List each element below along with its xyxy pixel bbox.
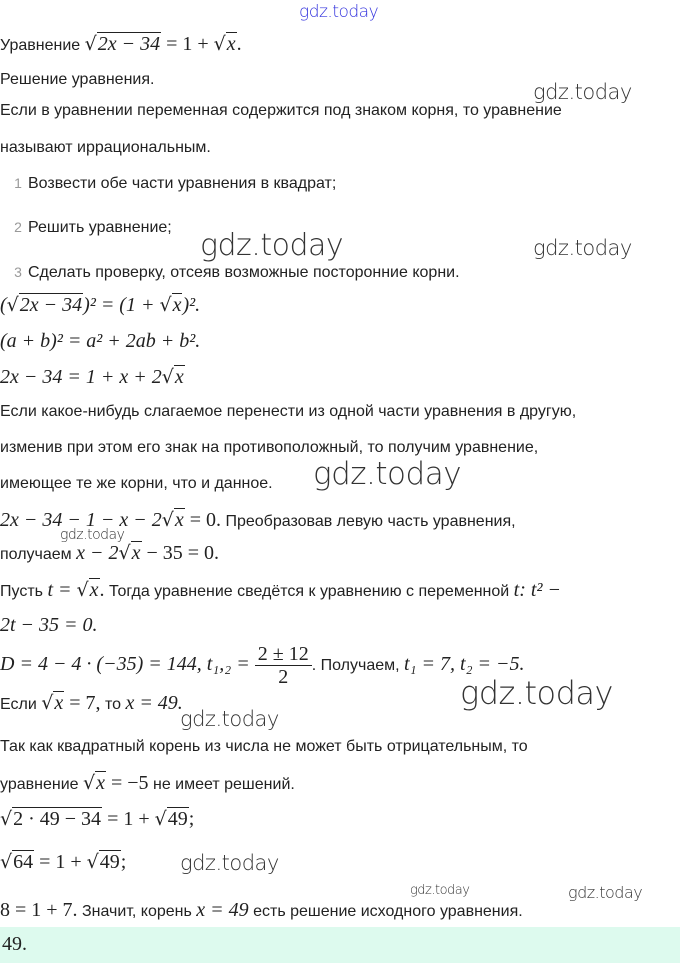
radicand: 49 xyxy=(99,851,120,873)
math: x = 49 xyxy=(196,899,249,921)
math: t₁ = 7, t₂ = −5. xyxy=(404,653,525,675)
watermark: gdz.today xyxy=(568,883,643,902)
text: уравнение xyxy=(0,776,83,793)
radicand: x xyxy=(226,33,236,55)
sqrt: √x xyxy=(159,294,182,316)
sqrt: √x xyxy=(41,692,64,714)
math: t: t² − xyxy=(513,579,561,601)
list-item xyxy=(0,172,336,195)
radicand: x xyxy=(96,772,105,794)
text: Преобразовав левую часть уравнения, xyxy=(221,513,516,530)
math: = −5 xyxy=(105,772,149,794)
sqrt: √49 xyxy=(154,808,188,830)
math: x = 49. xyxy=(125,692,183,714)
paragraph: называют иррациональным. xyxy=(0,139,211,156)
equation xyxy=(0,366,185,388)
math: 2x − 34 = 1 + x + 2 xyxy=(0,366,162,388)
sqrt: √x xyxy=(82,772,105,794)
equation-line xyxy=(0,640,525,690)
radicand: 2x − 34 xyxy=(97,33,161,55)
equation-line xyxy=(0,509,516,533)
paragraph: Если какое-нибудь слагаемое перенести из одной части уравнения в другую, xyxy=(0,403,577,420)
equation-line xyxy=(0,772,295,796)
radicand: 49 xyxy=(167,808,188,830)
text: не имеет решений. xyxy=(148,776,295,793)
paragraph: имеющее те же корни, что и данное. xyxy=(0,475,273,492)
radicand: x xyxy=(172,294,182,316)
list-text: Возвести обе части уравнения в квадрат; xyxy=(28,175,337,192)
watermark: gdz.today xyxy=(410,883,470,898)
radicand: 64 xyxy=(13,851,34,873)
radicand: x xyxy=(89,579,99,601)
sqrt: √x xyxy=(213,33,236,55)
math: . xyxy=(99,579,105,601)
list-number: 3 xyxy=(14,264,22,280)
watermark-blue: gdz.today xyxy=(299,2,379,22)
sqrt: √2x − 34 xyxy=(84,33,161,55)
math: 8 = 1 + 7. xyxy=(0,899,78,921)
equation-statement xyxy=(0,33,242,57)
math: x − 2 xyxy=(76,542,119,564)
equation: (a + b)² = a² + 2ab + b². xyxy=(0,330,201,352)
denominator: 2 xyxy=(278,666,289,689)
math: t = xyxy=(47,579,77,601)
answer-box xyxy=(0,927,680,963)
list-item xyxy=(0,216,172,239)
fraction xyxy=(255,643,312,688)
math: = 7, xyxy=(64,692,101,714)
math: = 1 + xyxy=(102,808,155,830)
sqrt: √x xyxy=(161,509,184,531)
math: )² = (1 + xyxy=(83,294,160,316)
math: ; xyxy=(120,851,127,873)
text: есть решение исходного уравнения. xyxy=(248,903,523,920)
list-text: Решить уравнение; xyxy=(28,219,172,236)
equation xyxy=(0,851,126,875)
text: Пусть xyxy=(0,583,48,600)
radicand: x xyxy=(174,509,184,531)
math: = 0. xyxy=(184,509,222,531)
text: . Получаем, xyxy=(311,657,404,674)
math: = 1 + xyxy=(34,851,87,873)
text: Тогда уравнение сведётся к уравнению с переменной xyxy=(104,583,514,600)
math: )². xyxy=(182,294,201,316)
sqrt: √64 xyxy=(0,851,34,873)
watermark: gdz.today xyxy=(313,456,462,492)
paragraph: Так как квадратный корень из числа не может быть отрицательным, то xyxy=(0,738,528,755)
solution-heading: Решение уравнения. xyxy=(0,71,155,88)
equation-line xyxy=(0,692,183,716)
radicand: x xyxy=(54,692,64,714)
label: Уравнение xyxy=(0,37,85,54)
radicand: 2x − 34 xyxy=(19,294,83,316)
watermark: gdz.today xyxy=(460,674,613,712)
radicand: x xyxy=(174,366,184,388)
text: Значит, корень xyxy=(77,903,197,920)
radicand: 2 · 49 − 34 xyxy=(13,808,102,830)
paragraph: изменив при этом его знак на противоположный, то получим уравнение, xyxy=(0,439,539,456)
equation-line xyxy=(0,579,561,603)
text: получаем xyxy=(0,546,77,563)
text: Если xyxy=(0,696,42,713)
math: ; xyxy=(188,808,195,830)
answer-value: 49. xyxy=(2,933,27,955)
math: ( xyxy=(0,294,7,316)
sqrt: √x xyxy=(118,542,141,564)
conclusion xyxy=(0,899,523,923)
watermark: gdz.today xyxy=(533,80,632,104)
math: = 1 + xyxy=(161,33,214,55)
equation-line xyxy=(0,542,219,566)
paragraph: Если в уравнении переменная содержится под знаком корня, то уравнение xyxy=(0,102,562,119)
math: D = 4 − 4 · (−35) = 144, t₁,₂ = xyxy=(0,653,255,675)
watermark: gdz.today xyxy=(60,527,125,543)
equation: 2t − 35 = 0. xyxy=(0,614,98,636)
sqrt: √x xyxy=(76,579,99,601)
numerator: 2 ± 12 xyxy=(255,643,312,666)
watermark: gdz.today xyxy=(200,228,344,263)
equation xyxy=(0,294,200,316)
watermark: gdz.today xyxy=(180,707,279,731)
equation xyxy=(0,808,194,832)
math: 2x − 34 − 1 − x − 2 xyxy=(0,509,162,531)
sqrt: √2x − 34 xyxy=(6,294,83,316)
math: . xyxy=(236,33,242,55)
radicand: x xyxy=(131,542,141,564)
list-number: 2 xyxy=(14,219,22,235)
sqrt: √49 xyxy=(86,851,120,873)
list-item xyxy=(0,261,460,284)
watermark: gdz.today xyxy=(180,851,279,875)
list-number: 1 xyxy=(14,175,22,191)
watermark: gdz.today xyxy=(533,236,632,260)
sqrt: √2 · 49 − 34 xyxy=(0,808,102,830)
math: − 35 = 0. xyxy=(141,542,220,564)
text: то xyxy=(100,696,126,713)
sqrt: √x xyxy=(161,366,184,388)
list-text: Сделать проверку, отсеяв возможные посторонние корни. xyxy=(28,264,460,281)
